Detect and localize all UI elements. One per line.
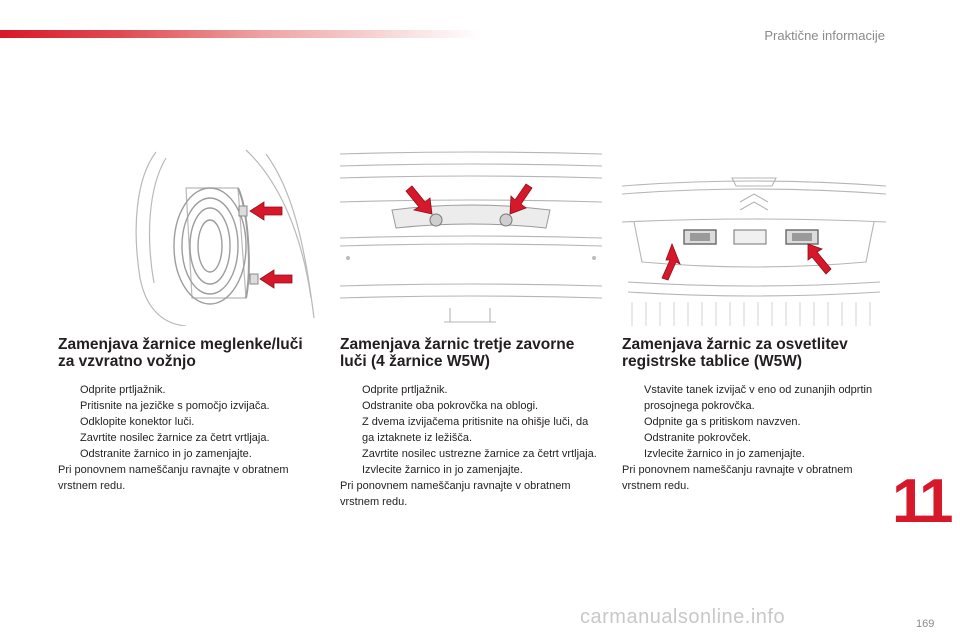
step-text: Odstranite oba pokrovčka na oblogi. <box>362 400 539 412</box>
illustration-third-brake-light <box>340 150 602 326</box>
top-accent-stripe <box>0 30 480 38</box>
list-item <box>58 446 320 462</box>
reassembly-note: Pri ponovnem nameščanju ravnajte v obratnem vrstnem redu. <box>340 480 571 508</box>
list-item <box>58 398 320 414</box>
section-title: Zamenjava žarnice meglenke/luči za vzvratno vožnjo <box>58 336 303 370</box>
step-text: Izvlecite žarnico in jo zamenjajte. <box>362 464 523 476</box>
reassembly-note: Pri ponovnem nameščanju ravnajte v obratnem vrstnem redu. <box>622 464 853 492</box>
list-item <box>340 462 602 478</box>
step-text: Vstavite tanek izvijač v eno od zunanjih odprtin prosojnega pokrovčka. <box>644 384 873 412</box>
illustration-fog-reversing-lamp <box>126 148 318 326</box>
list-item <box>58 382 320 398</box>
chapter-header: Praktične informacije <box>764 28 885 43</box>
page-number: 169 <box>916 618 935 630</box>
steps-list <box>58 382 320 462</box>
list-item <box>622 414 884 430</box>
step-text: Izvlecite žarnico in jo zamenjajte. <box>644 448 805 460</box>
chapter-number: 11 <box>892 467 950 536</box>
list-item <box>340 414 602 446</box>
section-number-plate-lights <box>622 336 884 494</box>
step-text: Odstranite pokrovček. <box>644 432 751 444</box>
list-item <box>622 430 884 446</box>
section-third-brake-light <box>340 336 602 510</box>
list-item <box>58 430 320 446</box>
step-text: Odklopite konektor luči. <box>80 416 195 428</box>
steps-list <box>340 382 602 478</box>
step-text: Odprite prtljažnik. <box>362 384 448 396</box>
list-item <box>622 382 884 414</box>
step-text: Odpnite ga s pritiskom navzven. <box>644 416 801 428</box>
illustration-number-plate-lights <box>622 172 886 326</box>
section-title: Zamenjava žarnic tretje zavorne luči (4 žarnice W5W) <box>340 336 575 370</box>
section-title: Zamenjava žarnic za osvetlitev registrske tablice (W5W) <box>622 336 848 370</box>
step-text: Z dvema izvijačema pritisnite na ohišje luči, da ga iztaknete iz ležišča. <box>362 416 589 444</box>
step-text: Pritisnite na jezičke s pomočjo izvijača. <box>80 400 270 412</box>
watermark: carmanualsonline.info <box>580 606 786 628</box>
step-text: Odprite prtljažnik. <box>80 384 166 396</box>
list-item <box>340 382 602 398</box>
step-text: Zavrtite nosilec ustrezne žarnice za četrt vrtljaja. <box>362 448 597 460</box>
section-fog-reversing-lamp <box>58 336 320 494</box>
arrow-icon <box>662 244 831 280</box>
list-item <box>340 398 602 414</box>
list-item <box>58 414 320 430</box>
step-text: Zavrtite nosilec žarnice za četrt vrtljaja. <box>80 432 270 444</box>
steps-list <box>622 382 884 462</box>
reassembly-note: Pri ponovnem nameščanju ravnajte v obratnem vrstnem redu. <box>58 464 289 492</box>
step-text: Odstranite žarnico in jo zamenjajte. <box>80 448 252 460</box>
list-item <box>622 446 884 462</box>
list-item <box>340 446 602 462</box>
